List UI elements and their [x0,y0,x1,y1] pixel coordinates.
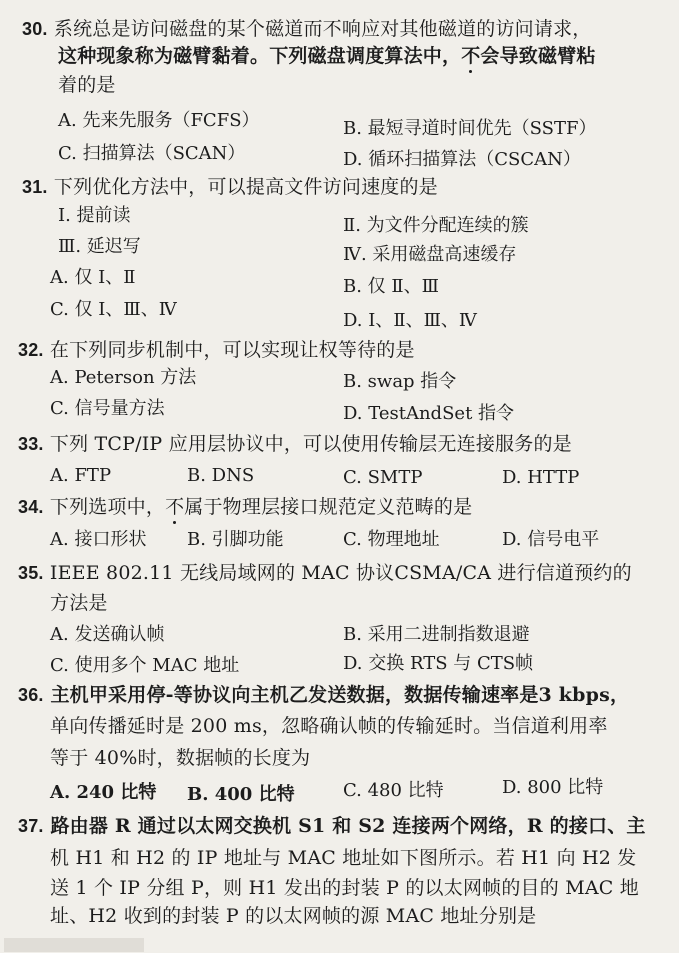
question-stem: 下列优化方法中，可以提高文件访问速度的是 [53,176,438,198]
option-c: C. 物理地址 [343,529,440,550]
question-stem: 在下列同步机制中，可以实现让权等待的是 [49,339,415,361]
option-c: C. 扫描算法（SCAN） [58,143,246,164]
option-c: C. 仅 Ⅰ、Ⅲ、Ⅳ [50,299,177,320]
option-a: A. 240 比特 [50,782,157,803]
question-37-line-3 [50,876,639,900]
question-36-line-3 [50,746,310,770]
option-b: B. 引脚功能 [187,529,284,550]
question-number: 33. [18,434,44,454]
question-stem: 路由器 R 通过以太网交换机 S1 和 S2 连接两个网络，R 的接口、主 [50,815,646,837]
option-c: C. 信号量方法 [50,398,165,419]
question-stem: 会导致磁臂粘 [480,45,596,67]
question-stem: 送 1 个 IP 分组 P，则 H1 发出的封装 P 的以太网帧的目的 MAC 地 [50,877,639,899]
question-number: 30. [22,19,48,39]
option-c: C. SMTP [343,467,423,488]
question-31-line-1 [22,175,438,199]
option-b: B. 最短寻道时间优先（SSTF） [343,118,597,139]
option-b: B. 采用二进制指数退避 [343,624,530,645]
question-30-line-2 [58,44,596,68]
question-number: 36. [18,685,44,705]
option-c: C. 480 比特 [343,780,444,801]
question-number: 32. [18,340,44,360]
question-stem: 单向传播延时是 200 ms，忽略确认帧的传输延时。当信道利用率 [50,715,608,737]
option-d: D. 800 比特 [502,777,604,798]
option-c: C. 使用多个 MAC 地址 [50,655,240,676]
question-36-line-2 [50,714,608,738]
option-d: D. 信号电平 [502,529,600,550]
question-stem: IEEE 802.11 无线局域网的 MAC 协议CSMA/CA 进行信道预约的 [49,562,632,584]
question-34-line-1 [18,495,472,519]
question-37-line-1 [18,814,646,838]
question-stem: 这种现象称为磁臂黏着。下列磁盘调度算法中， [58,45,462,67]
item-3: Ⅲ. 延迟写 [58,236,141,257]
option-d: D. TestAndSet 指令 [343,403,515,424]
option-d: D. HTTP [502,467,580,488]
emphasis-mark: 不 [165,496,185,518]
option-d: D. Ⅰ、Ⅱ、Ⅲ、Ⅳ [343,310,477,331]
question-number: 37. [18,816,44,836]
option-d: D. 循环扫描算法（CSCAN） [343,149,581,170]
question-number: 34. [18,497,44,517]
question-33-line-1 [18,432,572,456]
option-b: B. 400 比特 [187,784,295,805]
question-stem: 等于 40%时，数据帧的长度为 [50,747,311,769]
item-2: Ⅱ. 为文件分配连续的簇 [343,215,529,236]
question-stem: 系统总是访问磁盘的某个磁道而不响应对其他磁道的访问请求， [53,18,592,40]
question-stem: 下列选项中， [49,496,166,518]
option-d: D. 交换 RTS 与 CTS帧 [343,653,534,674]
item-4: Ⅳ. 采用磁盘高速缓存 [343,244,517,265]
option-a: A. 先来先服务（FCFS） [58,110,260,131]
question-35-line-2 [50,591,108,615]
question-35-line-1 [18,561,632,585]
question-stem: 主机甲采用停-等协议向主机乙发送数据，数据传输速率是3 kbps， [50,684,630,706]
option-a: A. 发送确认帧 [50,624,165,645]
question-number: 31. [22,177,48,197]
question-stem: 属于物理层接口规范定义范畴的是 [184,496,473,518]
option-a: A. Peterson 方法 [50,367,197,388]
question-37-line-2 [50,846,637,870]
question-30-line-3 [58,73,116,97]
question-32-line-1 [18,338,415,362]
scan-smudge [4,938,144,952]
question-stem: 方法是 [50,592,108,614]
option-b: B. 仅 Ⅱ、Ⅲ [343,276,439,297]
question-37-line-4 [50,904,536,928]
option-b: B. DNS [187,465,255,486]
question-stem: 下列 TCP/IP 应用层协议中，可以使用传输层无连接服务的是 [49,433,572,455]
option-a: A. FTP [50,465,112,486]
item-1: Ⅰ. 提前读 [58,205,131,226]
question-30-line-1 [22,17,591,41]
emphasis-mark: 不 [461,45,481,67]
option-b: B. swap 指令 [343,371,457,392]
option-a: A. 仅 Ⅰ、Ⅱ [50,267,136,288]
option-a: A. 接口形状 [50,529,147,550]
question-number: 35. [18,563,44,583]
question-36-line-1 [18,683,629,707]
question-stem: 机 H1 和 H2 的 IP 地址与 MAC 地址如下图所示。若 H1 向 H2 发 [50,847,637,869]
question-stem: 着的是 [58,74,116,96]
question-stem: 址、H2 收到的封装 P 的以太网帧的源 MAC 地址分别是 [50,905,537,927]
